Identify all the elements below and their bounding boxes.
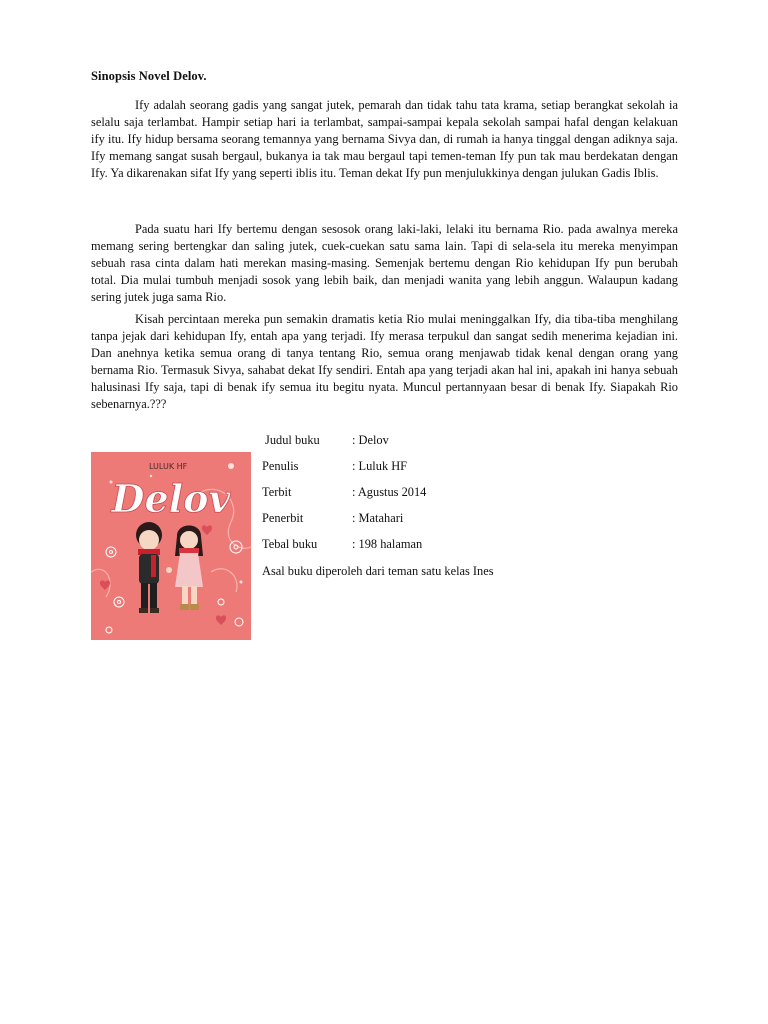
info-label: Tebal buku (262, 537, 318, 551)
info-value: : 198 halaman (352, 537, 423, 551)
book-cover-image (91, 452, 251, 640)
source-note: Asal buku diperoleh dari teman satu kelas Ines (262, 564, 494, 578)
paragraph-3 (91, 311, 678, 413)
info-label: Terbit (262, 485, 292, 499)
info-value: : Matahari (352, 511, 404, 525)
cover-author-text: LULUK HF (149, 462, 188, 471)
paragraph-3-text: Kisah percintaan mereka pun semakin dramatis ketia Rio mulai meninggalkan Ify, dia tiba-tiba menghilang tanpa jejak dari kehidupan Ify, entah apa yang terjadi. Ify merasa terpukul dan sangat sedih menerima kejadian ini. Dan anehnya ketika semua orang di tanya tentang Rio, semua orang menjawab tidak kenal dengan orang yang bernama Rio. Termasuk Sivya, sahabat dekat Ify sendiri. Entah apa yang terjadi akan hal ini, apakah ini hanya sebuah halusinasi Ify saja, tapi di benak ify semua itu begitu nyata. Muncul pertannyaan besar di benak Ify. Siapakah Rio sebenarnya.??? (91, 312, 678, 411)
cover-title-text: Delov (111, 476, 231, 521)
paragraph-2 (91, 221, 678, 306)
info-value: : Delov (352, 433, 389, 447)
paragraph-1 (91, 97, 678, 182)
document-title: Sinopsis Novel Delov. (91, 69, 207, 83)
paragraph-2-text: Pada suatu hari Ify bertemu dengan sesosok orang laki-laki, lelaki itu bernama Rio. pada awalnya mereka memang sering bertengkar dan saling jutek, cuek-cuekan satu sama lain. Tapi di sela-sela itu mereka menyimpan sebuah rasa cinta dalam hati merekan masing-masing. Semenjak bertemu dengan Rio kehidupan Ify pun berubah total. Dia mulai tumbuh menjadi sosok yang lebih baik, dan menjadi wanita yang lebih anggun. Walaupun kadang sering jutek juga sama Rio. (91, 222, 678, 304)
info-value: : Luluk HF (352, 459, 408, 473)
info-value: : Agustus 2014 (352, 485, 427, 499)
info-label: Penerbit (262, 511, 304, 525)
info-label: Judul buku (265, 433, 320, 447)
info-label: Penulis (262, 459, 299, 473)
paragraph-1-text: Ify adalah seorang gadis yang sangat jutek, pemarah dan tidak tahu tata krama, setiap berangkat sekolah ia selalu saja terlambat. Hampir setiap hari ia terlambat, sampai-sampai kepala sekolah sampai hafal dengan kelakuan ify itu. Ify hidup bersama seorang temannya yang bernama Sivya dan, di rumah ia hanya tinggal dengan adiknya saja. Ify memang sangat susah bergaul, bukanya ia tak mau bergaul tapi temen-teman Ify pun tak mau berdekatan dengan Ify. Ya dikarenakan sifat Ify yang seperti iblis itu. Teman dekat Ify pun menjulukkinya dengan julukan Gadis Iblis. (91, 98, 678, 180)
